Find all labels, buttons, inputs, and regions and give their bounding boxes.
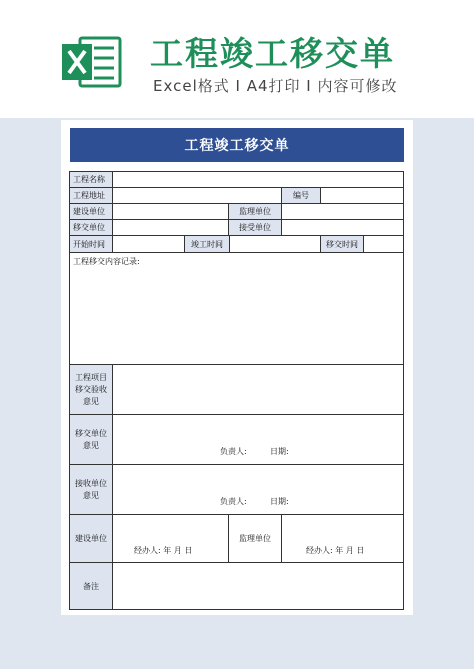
field-number[interactable] xyxy=(320,187,404,204)
label-sign-construction: 建设单位 xyxy=(69,514,113,563)
label-acceptance-opinion xyxy=(69,364,113,415)
field-receive-opinion[interactable] xyxy=(112,464,404,515)
label-acceptance-line3: 意见 xyxy=(83,396,99,406)
label-transfer-opinion xyxy=(69,414,113,465)
field-handover-time[interactable] xyxy=(363,235,404,253)
field-transfer-opinion[interactable] xyxy=(112,414,404,465)
receive-responsible-label: 负责人: xyxy=(220,497,247,506)
field-supervision-unit[interactable] xyxy=(281,203,404,220)
field-transferring-unit[interactable] xyxy=(112,219,229,236)
label-receive-line2: 意见 xyxy=(83,490,99,500)
banner-title: 工程竣工移交单 xyxy=(150,34,395,73)
label-construction-unit: 建设单位 xyxy=(69,203,113,220)
label-project-name: 工程名称 xyxy=(69,171,113,188)
label-content-record: 工程移交内容记录: xyxy=(73,257,140,266)
label-project-address: 工程地址 xyxy=(69,187,113,204)
label-number: 编号 xyxy=(281,187,321,204)
label-remarks: 备注 xyxy=(69,562,113,610)
label-receiving-unit: 接受单位 xyxy=(228,219,282,236)
label-transfer-line2: 意见 xyxy=(83,440,99,450)
label-acceptance-line1: 工程项目 xyxy=(75,372,107,382)
label-receive-opinion xyxy=(69,464,113,515)
label-supervision-unit: 监理单位 xyxy=(228,203,282,220)
field-completion-time[interactable] xyxy=(229,235,321,253)
construction-handler-date: 经办人: 年 月 日 xyxy=(134,546,193,555)
banner-subtitle: Excel格式 Ⅰ A4打印 Ⅰ 内容可修改 xyxy=(153,77,398,95)
label-handover-time: 移交时间 xyxy=(320,235,364,253)
document-title: 工程竣工移交单 xyxy=(70,128,404,162)
transfer-responsible-label: 负责人: xyxy=(220,447,247,456)
label-receive-line1: 接收单位 xyxy=(75,478,107,488)
label-acceptance-line2: 移交验收 xyxy=(75,384,107,394)
excel-icon xyxy=(60,34,126,90)
field-receiving-unit[interactable] xyxy=(281,219,404,236)
label-completion-time: 竣工时间 xyxy=(184,235,230,253)
transfer-date-label: 日期: xyxy=(270,447,289,456)
label-start-time: 开始时间 xyxy=(69,235,113,253)
content-record-area[interactable] xyxy=(69,252,404,365)
label-transferring-unit: 移交单位 xyxy=(69,219,113,236)
template-banner xyxy=(0,0,474,118)
label-sign-supervision: 监理单位 xyxy=(228,514,282,563)
receive-date-label: 日期: xyxy=(270,497,289,506)
field-remarks[interactable] xyxy=(112,562,404,610)
field-acceptance-opinion[interactable] xyxy=(112,364,404,415)
field-project-name[interactable] xyxy=(112,171,404,188)
field-construction-unit[interactable] xyxy=(112,203,229,220)
field-project-address[interactable] xyxy=(112,187,282,204)
field-start-time[interactable] xyxy=(112,235,185,253)
supervision-handler-date: 经办人: 年 月 日 xyxy=(306,546,365,555)
label-transfer-line1: 移交单位 xyxy=(75,428,107,438)
